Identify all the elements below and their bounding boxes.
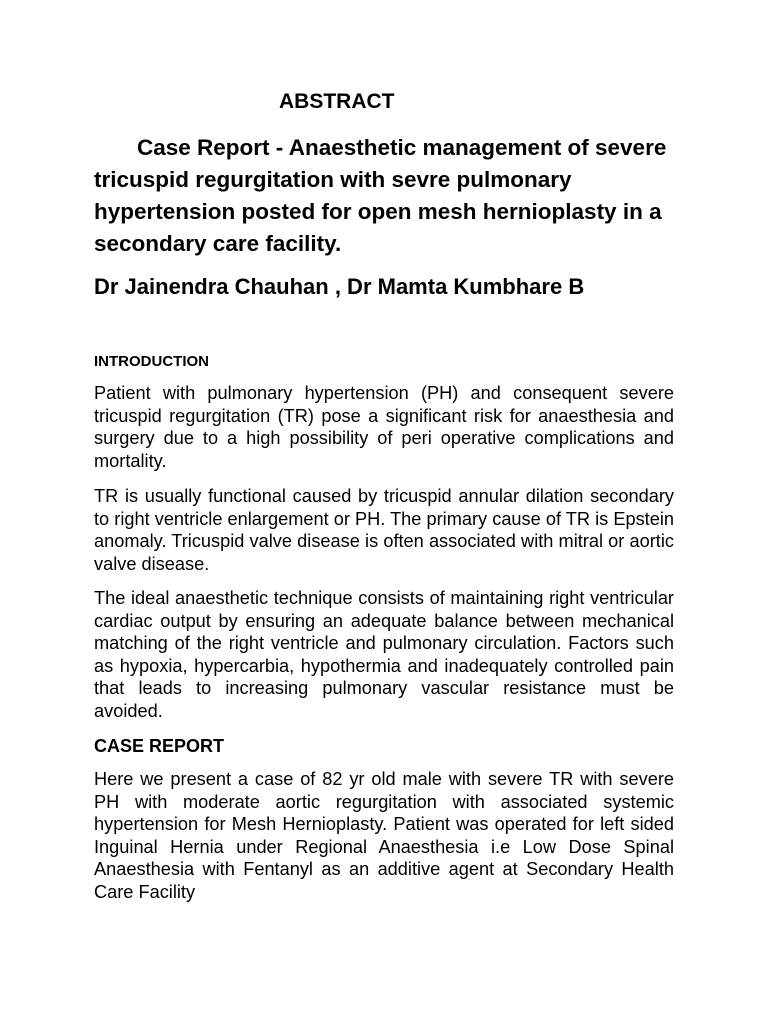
case-report-title: Case Report - Anaesthetic management of severe tricuspid regurgitation with sevre pulmonary hypertension posted for open mesh hernioplasty in a secondary care facility.: [94, 135, 667, 256]
abstract-heading: ABSTRACT: [279, 90, 395, 113]
introduction-paragraph-2: TR is usually functional caused by tricuspid annular dilation secondary to right ventricle enlargement or PH. The primary cause of TR is Epstein anomaly. Tricuspid valve disease is often associated with mitral or aortic valve disease.: [94, 486, 674, 574]
case-report-heading: CASE REPORT: [94, 736, 225, 756]
case-report-paragraph-1: Here we present a case of 82 yr old male with severe TR with severe PH with moderate aortic regurgitation with associated systemic hypertension for Mesh Hernioplasty. Patient was operated for left sided Inguinal Hernia under Regional Anaesthesia i.e Low Dose Spinal Anaesthesia with Fentanyl as an additive agent at Secondary Health Care Facility: [94, 769, 674, 902]
introduction-heading: INTRODUCTION: [94, 353, 209, 370]
introduction-paragraph-1: Patient with pulmonary hypertension (PH) and consequent severe tricuspid regurgitation (TR) pose a significant risk for anaesthesia and surgery due to a high possibility of peri operative complications and mortality.: [94, 383, 674, 471]
authors-line: Dr Jainendra Chauhan , Dr Mamta Kumbhare B: [94, 274, 585, 299]
introduction-paragraph-3: The ideal anaesthetic technique consists of maintaining right ventricular cardiac output by ensuring an adequate balance between mechanical matching of the right ventricle and pulmonary circulation. Factors such as hypoxia, hypercarbia, hypothermia and inadequately controlled pain that leads to increasing pulmonary vascular resistance must be avoided.: [94, 588, 674, 721]
